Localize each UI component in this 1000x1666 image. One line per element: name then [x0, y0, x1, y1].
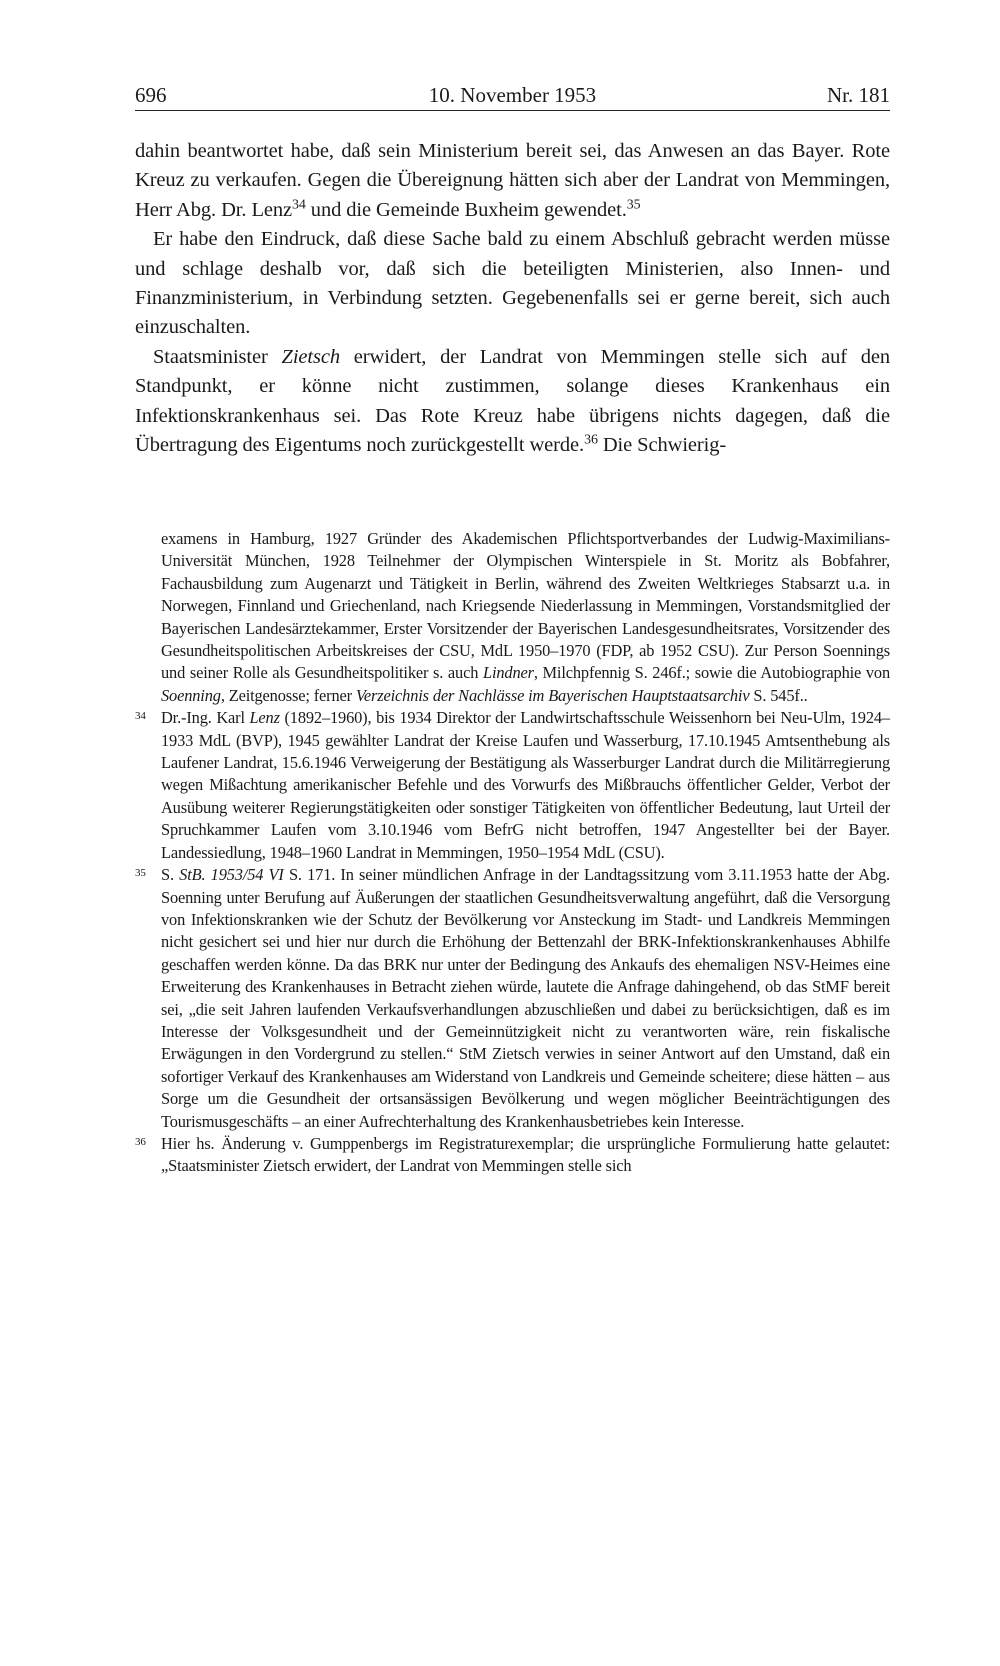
footnote-number: 35	[135, 867, 146, 880]
footnote-number: 36	[135, 1135, 146, 1148]
footnote-ref-34[interactable]: 34	[292, 197, 306, 213]
speaker-name: Zietsch	[281, 345, 341, 368]
footnote-35: 35 S. StB. 1953/54 VI S. 171. In seiner mündlichen Anfrage in der Landtagssitzung vom 3.11.1953 hatte der Abg. Soenning unter Berufung auf Äußerungen der staatlichen Gesundheitsverwaltung angeführt, daß die Versorgung von Infektionskranken wie der Schutz der Bevölkerung vor Ansteckung im Stadt- und Landkreis Memmingen nicht gesichert sei und hier nur durch die Erhöhung der Bettenzahl der BRK-Infektionskrankenhauses Abhilfe geschaffen werden könne. Da das BRK nur unter der Bedingung des Ankaufs des ehemaligen NSV-Heimes eine Erweiterung des Krankenhauses in Betracht ziehen würde, lautete die Anfrage dahingehend, ob das StMF bereit sei, „die seit Jahren laufenden Verkaufsverhandlungen abzuschließen und dabei zu berücksichtigen, daß es im Interesse der Volksgesundheit und der Gemeinnützigkeit nicht zu verantworten wäre, rein fiskalische Erwägungen in den Vordergrund zu stellen.“ StM Zietsch verwies in seiner Antwort auf den Umstand, daß ein sofortiger Verkauf des Krankenhauses am Widerstand von Landkreis und Gemeinde scheitere; diese hätten – aus Sorge um die Gesundheit der ortsansässigen Bevölkerung und wegen möglicher Beeinträchtigungen des Tourismusgeschäfts – an einer Aufrechterhaltung des Krankenhausbetriebes kein Interesse.	[135, 865, 890, 1131]
paragraph-2: Er habe den Eindruck, daß diese Sache bald zu einem Abschluß gebracht werden müsse und schlage deshalb vor, daß sich die beteiligten Ministerien, also Innen- und Finanzministerium, in Verbindung setzten. Gegebenenfalls sei er gerne bereit, sich auch einzuschalten.	[135, 228, 890, 339]
page-number: 696	[135, 83, 167, 107]
paragraph-3: Staatsminister Zietsch erwidert, der Landrat von Memmingen stelle sich auf den Standpunkt, er könne nicht zustimmen, solange dieses Krankenhaus ein Infektionskrankenhaus sei. Das Rote Kreuz habe übrigens nichts dagegen, daß die Übertragung des Eigentums noch zurückgestellt werde.$^{36}$ Die Schwierig-	[135, 345, 891, 457]
footnote-continued: examens in Hamburg, 1927 Gründer des Akademischen Pflichtsportverbandes der Ludwig-Maximilians-Universität München, 1928 Teilnehmer der Olympischen Winterspiele in St. Moritz als Bobfahrer, Fachausbildung zum Augenarzt und Tätigkeit in Berlin, während des Zweiten Weltkrieges Stabsarzt u.a. in Norwegen, Finnland und Griechenland, nach Kriegsende Niederlassung in Memmingen, Vorstandsmitglied der Bayerischen Landesärztekammer, Erster Vorsitzender der Bayerischen Landesgesundheitsrates, Vorsitzender des Gesundheitspolitischen Arbeitskreises der CSU, MdL 1950–1970 (FDP, ab 1952 CSU). Zur Person Soennings und seiner Rolle als Gesundheitspolitiker s. auch Lindner, Milchpfennig S. 246f.; sowie die Autobiographie von Soenning, Zeitgenosse; ferner Verzeichnis der Nachlässe im Bayerischen Hauptstaatsarchiv S. 545f..	[161, 529, 890, 705]
main-text	[135, 137, 890, 460]
footnote-34: 34 Dr.-Ing. Karl Lenz (1892–1960), bis 1934 Direktor der Landwirtschaftsschule Weissenhorn bei Neu-Ulm, 1924–1933 MdL (BVP), 1945 gewählter Landrat der Kreise Laufen und Wasserburg, 17.10.1945 Amtsenthebung als Laufener Landrat, 15.6.1946 Verweigerung der Bestätigung als Wasserburger Landrat durch die Militärregierung wegen Mißachtung amerikanischer Befehle und des Vorwurfs des Mißbrauchs öffentlicher Gelder, Verbot der Ausübung weiterer Regierungstätigkeiten oder sonstiger Tätigkeiten von öffentlicher Bedeutung, laut Urteil der Spruchkammer Laufen vom 3.10.1946 vom BefrG nicht betroffen, 1947 Angestellter bei der Bayer. Landessiedlung, 1948–1960 Landrat in Memmingen, 1950–1954 MdL (CSU).	[135, 708, 890, 862]
footnote-number: 34	[135, 710, 146, 723]
footnotes	[135, 528, 890, 1178]
record-number: Nr. 181	[827, 83, 890, 107]
running-header	[135, 80, 890, 111]
footnote-ref-35[interactable]: 35	[626, 197, 641, 213]
footnote-ref-36[interactable]: 36	[584, 432, 598, 448]
footnote-36: 36 Hier hs. Änderung v. Gumppenbergs im Registraturexemplar; die ursprüngliche Formulierung hatte gelautet: „Staatsminister Zietsch erwidert, der Landrat von Memmingen stelle sich	[135, 1133, 890, 1176]
header-date: 10. November 1953	[428, 83, 597, 107]
paragraph-1: dahin beantwortet habe, daß sein Ministerium bereit sei, das Anwesen an das Bayer. Rote Kreuz zu verkaufen. Gegen die Übereignung hätten sich aber der Landrat von Memmingen, Herr Abg. Dr. Lenz$^{34}$ und die Gemeinde Buxheim gewendet.$^{35}$	[135, 140, 890, 221]
